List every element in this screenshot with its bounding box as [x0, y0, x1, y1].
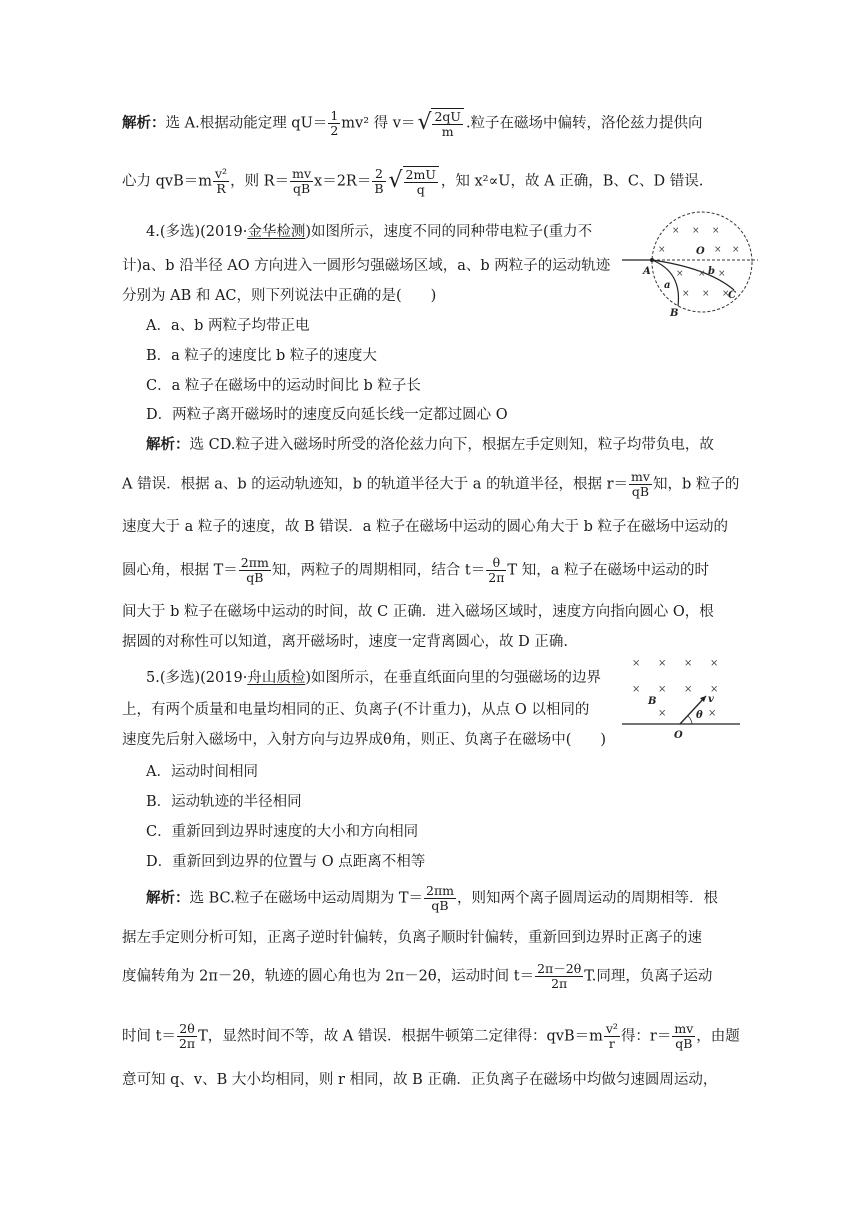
text: x＝2R＝ [314, 173, 372, 190]
text: 间大于 b 粒子在磁场中运动的时间，故 C 正确．进入磁场区域时，速度方向指向圆心 O，根 [122, 604, 714, 620]
answer-5-line [122, 928, 702, 948]
question-4-line [122, 256, 610, 276]
numerator: 2πm [426, 883, 455, 898]
field-mark: × [676, 269, 684, 279]
answer-5-line [146, 884, 718, 913]
denominator: 2π [551, 976, 568, 991]
fraction [213, 167, 229, 196]
label-v: v [708, 694, 714, 705]
text: 上，有两个质量和电量均相同的正、负离子(不计重力)，从点 O 以相同的 [122, 702, 590, 718]
text: 选 BC.粒子在磁场中运动周期为 T＝ [189, 890, 423, 907]
denominator: qB [246, 570, 264, 585]
text: D．重新回到边界的位置与 O 点距离不相等 [146, 854, 426, 870]
fraction [424, 884, 456, 913]
text: 心力 qvB＝m [122, 173, 212, 190]
field-mark: × [722, 289, 730, 299]
option-a [146, 762, 258, 782]
answer-4-line [122, 602, 714, 622]
text: T 知，a 粒子在磁场中运动的时 [507, 562, 709, 579]
field-mark: × [698, 269, 706, 279]
fraction [604, 1022, 620, 1051]
question-source-link[interactable]: 金华检测 [247, 224, 306, 240]
text: A 错误．根据 a、b 的运动轨迹知，b 的轨道半径大于 a 的轨道半径，根据 r＝ [122, 476, 629, 493]
text: 分别为 AB 和 AC，则下列说法中正确的是( ) [122, 288, 437, 304]
text: D．两粒子离开磁场时的速度反向延长线一定都过圆心 O [146, 407, 508, 423]
field-mark: × [714, 245, 722, 255]
fraction [372, 167, 385, 196]
text: B．a 粒子的速度比 b 粒子的速度大 [146, 348, 377, 364]
answer-5-line [122, 1022, 740, 1051]
text: ，由题 [696, 1028, 740, 1045]
text: T，显然时间不等，故 A 错误．根据牛顿第二定律得：qvB＝m [198, 1028, 603, 1045]
text: 计)a、b 沿半径 AO 方向进入一圆形匀强磁场区域，a、b 两粒子的运动轨迹 [122, 258, 611, 274]
answer-4-line [122, 517, 728, 537]
field-mark: × [658, 684, 667, 695]
solution-label: 解析： [122, 114, 166, 132]
numerator: 2πm [240, 555, 269, 570]
option-b [146, 792, 302, 812]
denominator: 2 [330, 123, 339, 138]
field-mark: × [710, 658, 719, 669]
question-5-line [122, 730, 606, 750]
denominator: m [441, 124, 454, 139]
denominator: r [608, 1036, 615, 1051]
label-b-point: B [670, 308, 679, 319]
text: 知，两粒子的周期相同，结合 t＝ [271, 562, 486, 579]
text: 选 CD.粒子进入磁场时所受的洛伦兹力向下，根据左手定则知，粒子均带负电，故 [189, 437, 714, 453]
question-number: 5.(多选)(2019· [146, 670, 248, 686]
text: T.同理，负离子运动 [584, 968, 713, 985]
boundary-field-figure [620, 652, 745, 744]
denominator: qB [292, 181, 311, 196]
numerator: θ [486, 556, 506, 571]
field-mark: × [658, 708, 667, 719]
option-c [146, 822, 418, 842]
text: 知，b 粒子的 [652, 476, 740, 493]
text: ，则知两个离子圆周运动的周期相等．根 [457, 890, 719, 907]
numerator: mv [631, 469, 650, 484]
option-c [146, 376, 421, 396]
option-d [146, 405, 508, 425]
field-mark: × [712, 226, 720, 236]
denominator: 2π [488, 570, 505, 585]
solution-line [122, 166, 703, 197]
fraction [404, 168, 438, 197]
numerator: v² [605, 1021, 618, 1036]
fraction [432, 110, 463, 139]
denominator: qB [675, 1036, 693, 1051]
fraction [535, 962, 583, 991]
field-mark: × [692, 226, 700, 236]
answer-4-line [146, 435, 714, 455]
numerator: 2mU [405, 167, 436, 182]
field-mark: × [732, 245, 740, 255]
fraction [672, 1022, 695, 1051]
field-mark: × [684, 684, 693, 695]
denominator: 2π [178, 1036, 196, 1051]
question-4-line [146, 222, 592, 242]
denominator: qB [431, 898, 449, 913]
circular-field-figure [618, 210, 758, 320]
fraction [328, 109, 340, 138]
text: C．a 粒子在磁场中的运动时间比 b 粒子长 [146, 378, 421, 394]
numerator: 2qU [434, 109, 461, 124]
radical-sign: √ [417, 110, 432, 135]
label-c-point: C [728, 290, 736, 301]
fraction [177, 1022, 197, 1051]
denominator: q [416, 182, 425, 197]
numerator: 2θ [177, 1022, 197, 1037]
text: A．a、b 两粒子均带正电 [146, 318, 310, 334]
text: C．重新回到边界时速度的大小和方向相同 [146, 824, 419, 840]
answer-4-line [122, 556, 709, 585]
denominator: B [374, 181, 384, 196]
fraction [486, 556, 506, 585]
field-mark: × [632, 658, 641, 669]
field-mark: × [710, 684, 719, 695]
numerator: mv [292, 166, 312, 181]
numerator: mv [674, 1021, 694, 1036]
radical-sign: √ [388, 168, 403, 193]
label-b-path: b [708, 266, 715, 277]
text: 时间 t＝ [122, 1028, 176, 1045]
square-root [389, 166, 439, 197]
field-mark: × [658, 245, 666, 255]
solution-label: 解析： [146, 889, 190, 907]
fraction [290, 167, 313, 196]
question-4-line [122, 286, 436, 306]
square-root [417, 108, 464, 139]
answer-5-line [122, 1070, 717, 1090]
field-mark: × [708, 708, 717, 719]
option-a [146, 316, 310, 336]
text: )如图所示，速度不同的同种带电粒子(重力不 [305, 224, 593, 240]
text: 度偏转角为 2π－2θ，轨迹的圆心角也为 2π－2θ，运动时间 t＝ [122, 968, 535, 985]
field-mark: × [684, 658, 693, 669]
field-mark: × [718, 269, 726, 279]
fraction [239, 556, 271, 585]
question-source-link[interactable]: 舟山质检 [247, 670, 306, 686]
denominator: qB [631, 484, 650, 499]
label-a-path: a [664, 280, 671, 291]
field-mark: × [632, 684, 641, 695]
text: A．运动时间相同 [146, 764, 258, 780]
question-number: 4.(多选)(2019· [146, 224, 248, 240]
text: mv² 得 v＝ [341, 115, 416, 132]
fraction [629, 470, 652, 499]
text: 得：r＝ [620, 1028, 672, 1045]
text: 据左手定则分析可知，正离子逆时针偏转，负离子顺时针偏转，重新回到边界时正离子的速 [122, 930, 702, 946]
text: )如图所示，在垂直纸面向里的匀强磁场的边界 [305, 670, 601, 686]
field-mark: × [682, 289, 690, 299]
field-mark: × [658, 658, 667, 669]
answer-4-line [122, 632, 568, 652]
answer-4-line [122, 470, 739, 499]
numerator: v² [215, 166, 228, 181]
text: 速度大于 a 粒子的速度，故 B 错误．a 粒子在磁场中运动的圆心角大于 b 粒子在磁场中运动的 [122, 519, 728, 535]
text: ，则 R＝ [230, 173, 290, 190]
label-a-point: A [643, 266, 651, 277]
label-o: O [696, 246, 705, 257]
text: 意可知 q、v、B 大小均相同，则 r 相同，故 B 正确．正负离子在磁场中均做匀速圆周运动， [122, 1072, 718, 1088]
label-o: O [674, 730, 683, 741]
text: 圆心角，根据 T＝ [122, 562, 238, 579]
question-5-line [122, 700, 589, 720]
field-mark: × [672, 226, 680, 236]
numerator: 1 [330, 108, 339, 123]
denominator: R [216, 181, 226, 196]
numerator: 2π－2θ [537, 961, 582, 976]
text: 选 A.根据动能定理 qU＝ [165, 115, 328, 132]
text: ，知 x²∝U，故 A 正确，B、C、D 错误. [440, 173, 704, 190]
text: 据圆的对称性可以知道，离开磁场时，速度一定背离圆心，故 D 正确. [122, 634, 568, 650]
question-5-line [146, 668, 601, 688]
label-theta: θ [696, 710, 703, 721]
text: .粒子在磁场中偏转，洛伦兹力提供向 [465, 115, 703, 132]
field-mark: × [702, 289, 710, 299]
option-b [146, 346, 377, 366]
solution-label: 解析： [146, 436, 190, 453]
solution-line [122, 108, 703, 139]
numerator: 2 [372, 167, 385, 182]
option-d [146, 852, 425, 872]
label-b: B [648, 696, 657, 707]
text: 速度先后射入磁场中，入射方向与边界成θ角，则正、负离子在磁场中( ) [122, 732, 607, 748]
text: B．运动轨迹的半径相同 [146, 794, 302, 810]
answer-5-line [122, 962, 712, 991]
